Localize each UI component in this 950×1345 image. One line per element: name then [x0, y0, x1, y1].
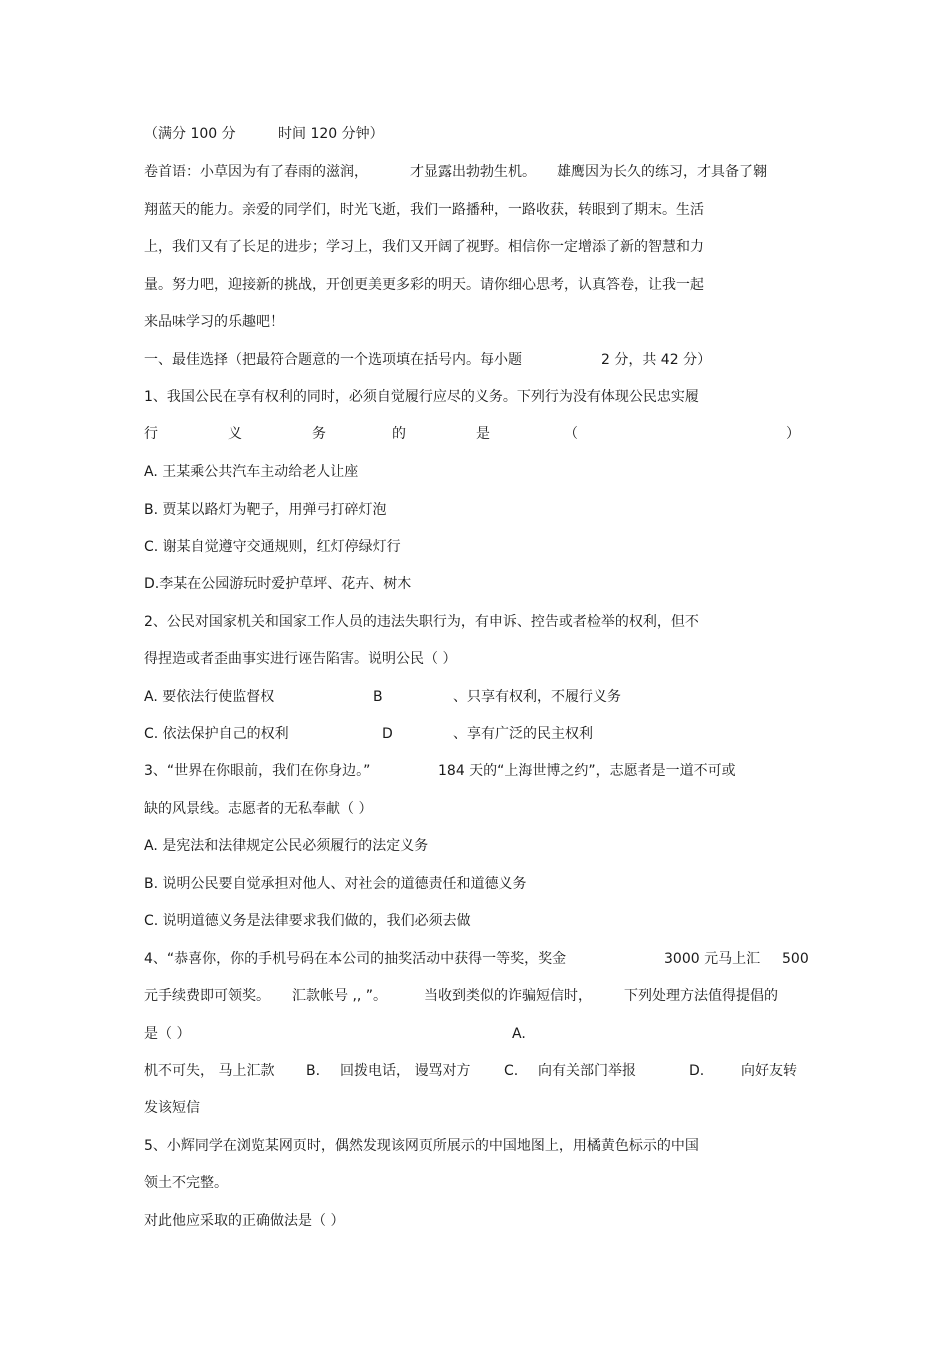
intro-line-5: 来品味学习的乐趣吧！: [144, 314, 284, 330]
stem-char: 务: [312, 426, 326, 442]
question-2-option-d: 、享有广泛的民主权利: [453, 726, 593, 742]
answer-bracket-close: ）: [786, 426, 800, 442]
stem-char: 行: [144, 426, 158, 442]
question-4-option-b: 回拨电话， 谩骂对方: [340, 1063, 471, 1079]
answer-bracket-open: （: [564, 426, 578, 442]
question-3-stem-2: 缺的风景线。志愿者的无私奉献（ ）: [144, 801, 373, 817]
question-2-option-c: C. 依法保护自己的权利: [144, 726, 289, 742]
question-4-option-d-cont: 发该短信: [144, 1100, 200, 1116]
question-4-text: 元手续费即可领奖。: [144, 988, 270, 1004]
question-3-text: 184 天的“上海世博之约”，志愿者是一道不可或: [438, 763, 736, 779]
question-2-stem: 2、公民对国家机关和国家工作人员的违法失职行为，有申诉、控告或者检举的权利，但不: [144, 614, 699, 630]
question-2-option-d-letter: D: [382, 726, 393, 742]
question-3-option-b: B. 说明公民要自觉承担对他人、对社会的道德责任和道德义务: [144, 876, 527, 892]
intro-line-4: 量。努力吧，迎接新的挑战，开创更美更多彩的明天。请你细心思考，认真答卷，让我一起: [144, 277, 704, 293]
intro-text: 才显露出勃勃生机。: [410, 164, 536, 180]
question-3-option-c: C. 说明道德义务是法律要求我们做的，我们必须去做: [144, 913, 471, 929]
question-4-text: 4、“恭喜你，你的手机号码在本公司的抽奖活动中获得一等奖，奖金: [144, 951, 567, 967]
question-4-text: 当收到类似的诈骗短信时，: [424, 988, 592, 1004]
question-3-quote: 3、“世界在你眼前，我们在你身边。”: [144, 763, 371, 779]
question-2-option-b: 、只享有权利，不履行义务: [453, 689, 621, 705]
stem-char: 是: [476, 426, 490, 442]
question-4-text: 下列处理方法值得提倡的: [624, 988, 778, 1004]
intro-line-3: 上，我们又有了长足的进步；学习上，我们又开阔了视野。相信你一定增添了新的智慧和力: [144, 239, 704, 255]
question-4-amount: 3000 元马上汇: [664, 951, 761, 967]
section-score: 2 分，共 42 分）: [601, 352, 712, 368]
question-5-stem-3: 对此他应采取的正确做法是（ ）: [144, 1213, 345, 1229]
question-3-option-a: A. 是宪法和法律规定公民必须履行的法定义务: [144, 838, 429, 854]
intro-text: 卷首语：小草因为有了春雨的滋润，: [144, 164, 368, 180]
stem-char: 的: [392, 426, 406, 442]
question-1-stem: 1、我国公民在享有权利的同时，必须自觉履行应尽的义务。下列行为没有体现公民忠实履: [144, 389, 699, 405]
intro-text: 雄鹰因为长久的练习，才具备了翱: [557, 164, 767, 180]
question-4-fee: 500: [782, 951, 809, 967]
question-2-option-a: A. 要依法行使监督权: [144, 689, 275, 705]
stem-char: 义: [228, 426, 242, 442]
question-5-stem-2: 领土不完整。: [144, 1175, 228, 1191]
question-4-option-b-letter: B.: [306, 1063, 321, 1079]
time-info: 时间 120 分钟）: [278, 126, 384, 142]
score-info: （满分 100 分: [144, 126, 236, 142]
question-1-option-c: C. 谢某自觉遵守交通规则，红灯停绿灯行: [144, 539, 401, 555]
section-title-text: 一、最佳选择（把最符合题意的一个选项填在括号内。每小题: [144, 352, 522, 368]
question-1-option-a: A. 王某乘公共汽车主动给老人让座: [144, 464, 359, 480]
question-4-option-a-letter: A.: [512, 1026, 526, 1042]
question-5-stem: 5、小辉同学在浏览某网页时，偶然发现该网页所展示的中国地图上，用橘黄色标示的中国: [144, 1138, 699, 1154]
question-1-option-d: D.李某在公园游玩时爱护草坪、花卉、树木: [144, 576, 412, 592]
question-4-bracket: 是（ ）: [144, 1026, 191, 1042]
question-1-option-b: B. 贾某以路灯为靶子，用弹弓打碎灯泡: [144, 502, 387, 518]
question-4-option-c-letter: C.: [504, 1063, 519, 1079]
question-4-option-d: 向好友转: [741, 1063, 797, 1079]
question-2-option-b-letter: B: [373, 689, 383, 705]
question-4-option-d-letter: D.: [689, 1063, 705, 1079]
question-4-option-c: 向有关部门举报: [538, 1063, 636, 1079]
question-4-text: 汇款帐号 ,, ”。: [292, 988, 388, 1004]
question-4-option-a: 机不可失， 马上汇款: [144, 1063, 275, 1079]
intro-line-2: 翔蓝天的能力。亲爱的同学们，时光飞逝，我们一路播种，一路收获，转眼到了期末。生活: [144, 202, 704, 218]
question-2-stem-2: 得捏造或者歪曲事实进行诬告陷害。说明公民（ ）: [144, 651, 457, 667]
